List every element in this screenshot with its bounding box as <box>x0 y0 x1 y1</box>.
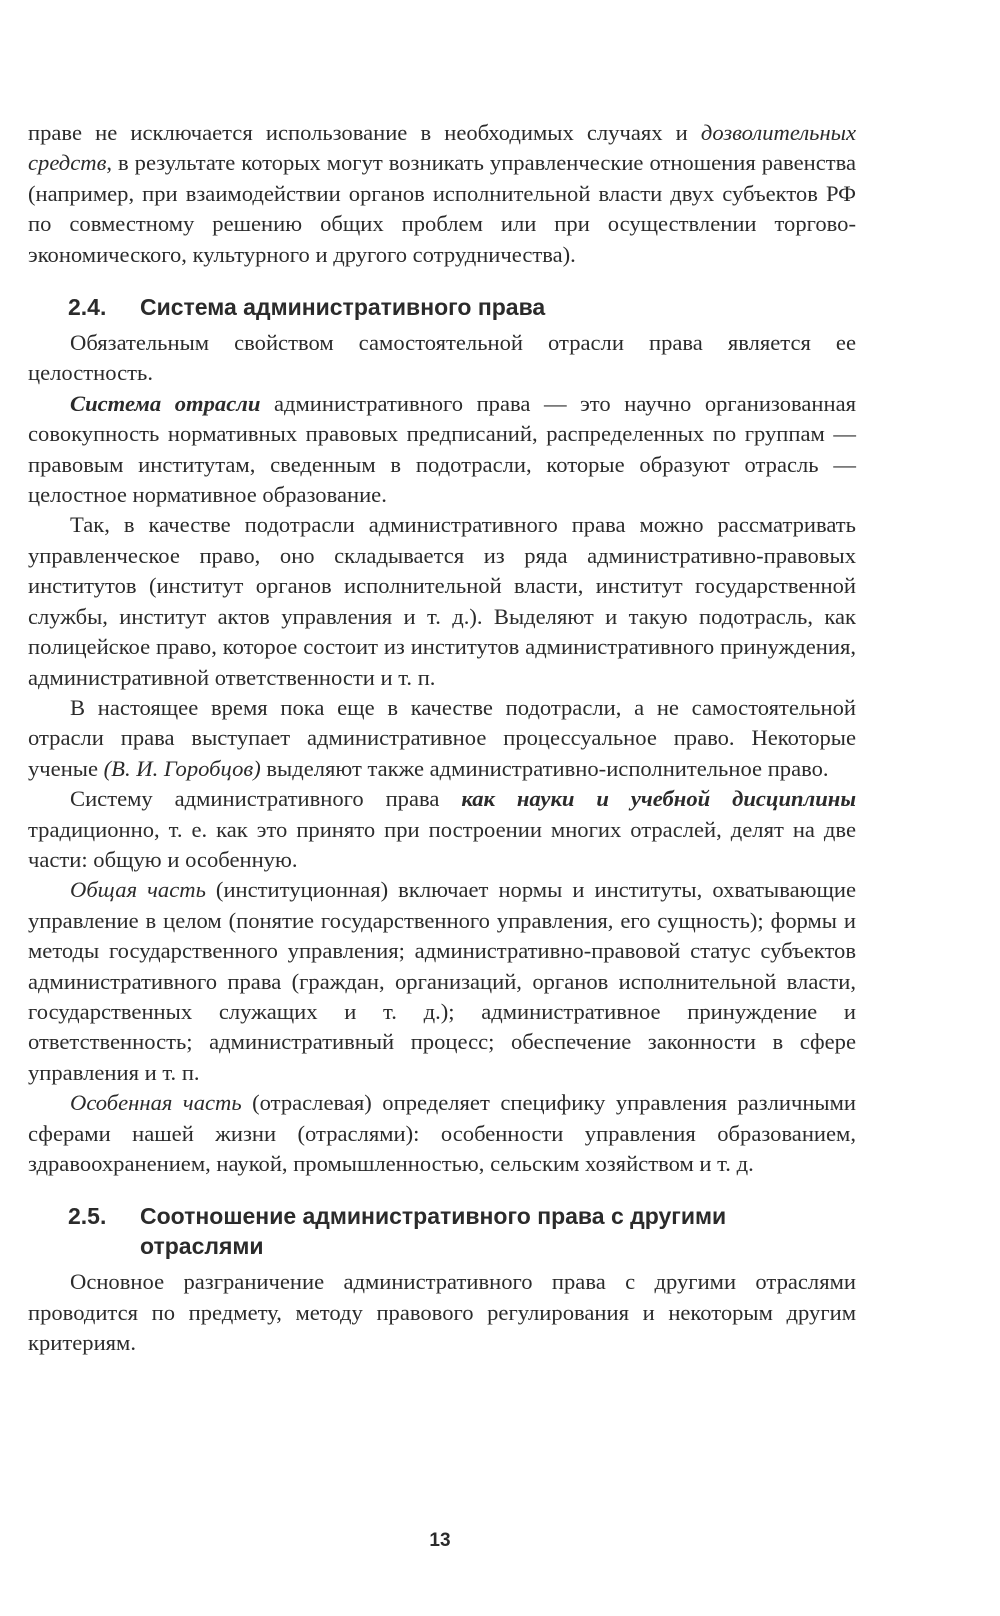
paragraph: Так, в качестве подотрасли административного права можно рассматривать управленческое право, оно складывается из ряда административно-правовых институтов (институт органов исполнительной власти, институт государственной службы, институт актов управления и т. д.). Выделяют и такую подотрасль, как полицейское право, которое состоит из институтов административного принуждения, административной ответственности и т. п. <box>28 512 856 690</box>
text-run: Систему административного права <box>70 786 462 812</box>
paragraph: Обязательным свойством самостоятельной отрасли права является ее целостность. <box>28 330 856 386</box>
section-title: Система административного права <box>140 294 546 321</box>
bold-italic-term: Система отрасли <box>70 390 261 416</box>
italic-term: Особенная часть <box>70 1090 242 1116</box>
page-number: 13 <box>429 1530 451 1551</box>
page-body <box>28 118 856 1359</box>
italic-term: дозволительных средств <box>28 120 856 176</box>
paragraph <box>28 1088 856 1179</box>
text-run: административного права — это научно организованная совокупность нормативных правовых предписаний, распределенных по группам — правовым институтам, сведенным в подотрасли, которые образуют отрасль — целостное нормативное образование. <box>28 390 856 508</box>
paragraph <box>28 784 856 875</box>
italic-term: Общая часть <box>70 877 206 903</box>
section-title: Соотношение административного права с другими отраслями <box>140 1203 727 1260</box>
section-number: 2.4. <box>68 294 107 321</box>
section-heading-2-4 <box>28 292 856 322</box>
text-run: выделяют также административно-исполнительное право. <box>260 755 829 781</box>
paragraph-continuation <box>28 118 856 270</box>
bold-italic-term: как науки и учебной дисциплины <box>461 786 857 812</box>
section-heading-2-5 <box>28 1201 856 1261</box>
paragraph <box>28 875 856 1088</box>
text-run: , в результате которых могут возникать управленческие отношения равенства (например, при взаимодействии органов исполнительной власти двух субъектов РФ по совместному решению общих проблем или при осуществлении торгово-экономического, культурного и другого сотрудничества). <box>28 150 856 267</box>
text-run: (отраслевая) определяет специфику управления различными сферами нашей жизни (отраслями): особенности управления образованием, здравоохранением, наукой, промышленностью, сельским хозяйством и т. д. <box>28 1090 856 1176</box>
paragraph <box>28 693 856 784</box>
text-run: (институционная) включает нормы и институты, охватывающие управление в целом (понятие государственного управления, его сущность); формы и методы государственного управления; административно-правовой статус субъектов административного права (граждан, организаций, органов исполнительной власти, государственных служащих и т. д.); административное принуждение и ответственность; административный процесс; обеспечение законности в сфере управления и т. п. <box>28 877 857 1085</box>
italic-citation: (В. И. Горобцов) <box>103 755 261 781</box>
text-run: праве не исключается использование в необходимых случаях и <box>28 120 701 145</box>
text-run: традиционно, т. е. как это принято при построении многих отраслей, делят на две части: общую и особенную. <box>28 816 856 872</box>
text-run: В настоящее время пока еще в качестве подотрасли, а не самостоятельной отрасли права выступает административное процессуальное право. Некоторые ученые <box>28 694 856 781</box>
paragraph <box>28 389 856 511</box>
section-number: 2.5. <box>68 1203 107 1230</box>
paragraph: Основное разграничение административного права с другими отраслями проводится по предмету, методу правового регулирования и некоторым другим критериям. <box>28 1269 856 1356</box>
